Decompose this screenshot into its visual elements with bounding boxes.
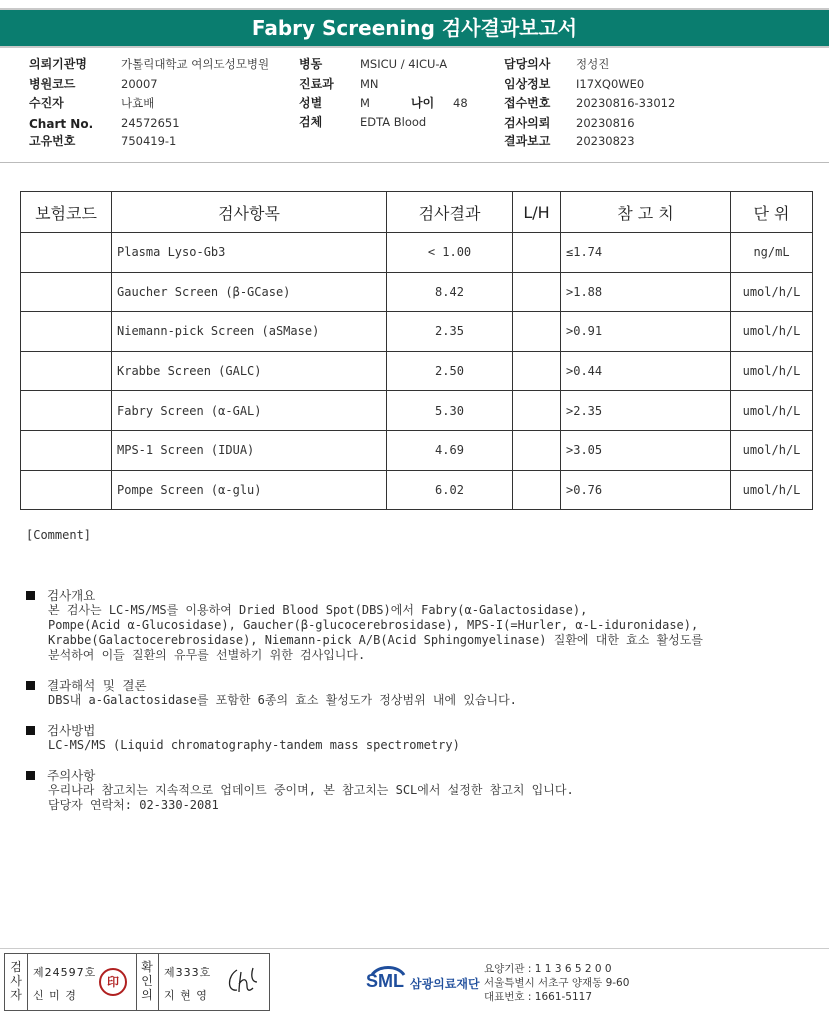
label-receipt-no: 접수번호 <box>504 96 551 110</box>
cell-lh <box>513 233 561 273</box>
value-doctor: 정성진 <box>576 57 610 71</box>
cell-unit: umol/h/L <box>731 272 813 312</box>
cell-code <box>21 312 112 352</box>
section-title: 결과해석 및 결론 <box>47 678 147 693</box>
cell-code <box>21 430 112 470</box>
table-row <box>21 430 813 470</box>
confirmer-name: 지 현 영 <box>164 989 208 1002</box>
footer-divider <box>0 948 829 949</box>
value-patient: 나효배 <box>121 96 155 110</box>
cell-unit: umol/h/L <box>731 430 813 470</box>
cell-item: MPS-1 Screen (IDUA) <box>112 430 387 470</box>
label-age: 나이 <box>411 96 435 110</box>
value-ward: MSICU / 4ICU-A <box>360 57 448 71</box>
label-patient: 수진자 <box>29 96 64 110</box>
cell-result: 8.42 <box>387 272 513 312</box>
cell-lh <box>513 470 561 510</box>
header-result: 검사결과 <box>387 192 513 233</box>
label-institution: 의뢰기관명 <box>29 57 87 71</box>
value-receipt-no: 20230816-33012 <box>576 96 676 110</box>
value-unique-no: 750419-1 <box>121 134 177 148</box>
label-sex: 성별 <box>299 96 323 110</box>
cell-unit: umol/h/L <box>731 391 813 431</box>
corp-info <box>484 962 629 1004</box>
cell-unit: umol/h/L <box>731 470 813 510</box>
cell-reference: >0.76 <box>561 470 731 510</box>
value-hospital-code: 20007 <box>121 77 158 91</box>
cell-code <box>21 272 112 312</box>
label-clinical-info: 임상정보 <box>504 77 551 91</box>
cell-result: 4.69 <box>387 430 513 470</box>
table-row <box>21 272 813 312</box>
cell-code <box>21 233 112 273</box>
signature-box <box>4 953 270 1011</box>
header-info <box>0 0 829 160</box>
header-reference: 참 고 치 <box>561 192 731 233</box>
bullet-square-icon <box>26 591 35 600</box>
value-institution: 가톨릭대학교 여의도성모병원 <box>121 57 270 71</box>
bullet-square-icon <box>26 726 35 735</box>
results-table <box>20 191 813 510</box>
table-row <box>21 351 813 391</box>
corp-line: 대표번호 : 1661-5117 <box>484 991 593 1003</box>
org-name: 삼광의료재단 <box>410 977 480 991</box>
cell-lh <box>513 312 561 352</box>
cell-code <box>21 470 112 510</box>
header-unit: 단 위 <box>731 192 813 233</box>
cell-reference: ≤1.74 <box>561 233 731 273</box>
examiner-label: 검사자 <box>10 960 22 1002</box>
header-lh: L/H <box>513 192 561 233</box>
cell-result: 2.35 <box>387 312 513 352</box>
cell-item: Krabbe Screen (GALC) <box>112 351 387 391</box>
cell-unit: ng/mL <box>731 233 813 273</box>
cell-code <box>21 391 112 431</box>
cell-unit: umol/h/L <box>731 351 813 391</box>
cell-item: Niemann-pick Screen (aSMase) <box>112 312 387 352</box>
cell-unit: umol/h/L <box>731 312 813 352</box>
cell-code <box>21 351 112 391</box>
examiner-license-no: 제24597호 <box>33 966 97 979</box>
cell-lh <box>513 351 561 391</box>
section-overview <box>26 588 703 663</box>
cell-lh <box>513 391 561 431</box>
confirmer-license-no: 제333호 <box>164 966 212 979</box>
section-title: 주의사항 <box>47 768 96 783</box>
section-body: LC-MS/MS (Liquid chromatography-tandem mass spectrometry) <box>48 738 460 752</box>
cell-reference: >2.35 <box>561 391 731 431</box>
cell-reference: >1.88 <box>561 272 731 312</box>
cell-reference: >3.05 <box>561 430 731 470</box>
comment-label: [Comment] <box>26 528 92 542</box>
cell-result: 5.30 <box>387 391 513 431</box>
section-precautions <box>26 768 574 813</box>
corp-line: 서울특별시 서초구 양재동 9-60 <box>484 977 630 989</box>
signature-icon <box>223 962 265 998</box>
value-report-date: 20230823 <box>576 134 635 148</box>
section-body: 본 검사는 LC-MS/MS를 이용하여 Dried Blood Spot(DBS)에서 Fabry(α-Galactosidase), Pompe(Acid α-Glucosidase), Gaucher(β-glucocerebrosidase), MPS-I(=Hurler, α-L-iduronidase), Krabbe(Galactocerebrosidase), Niemann-pick A/B(Acid Sphingomyelinase) 질환에 대한 효소 활성도를 분석하여 이들 질환의 유무를 선별하기 위한 검사입니다. <box>48 603 703 662</box>
value-specimen: EDTA Blood <box>360 115 427 129</box>
cell-result: 2.50 <box>387 351 513 391</box>
label-ward: 병동 <box>299 57 323 71</box>
value-age: 48 <box>453 96 468 110</box>
corp-line: 요양기관 : 1 1 3 6 5 2 0 0 <box>484 963 612 975</box>
section-title: 검사방법 <box>47 723 96 738</box>
table-row <box>21 391 813 431</box>
examiner-seal-icon: 印 <box>99 968 127 996</box>
header-test-item: 검사항목 <box>112 192 387 233</box>
value-department: MN <box>360 77 379 91</box>
cell-result: 6.02 <box>387 470 513 510</box>
cell-item: Pompe Screen (α-glu) <box>112 470 387 510</box>
label-department: 진료과 <box>299 77 334 91</box>
section-body: DBS내 a-Galactosidase를 포함한 6종의 효소 활성도가 정상범위 내에 있습니다. <box>48 693 517 707</box>
cell-item: Gaucher Screen (β-GCase) <box>112 272 387 312</box>
label-chart-no: Chart No. <box>29 117 94 131</box>
cell-item: Fabry Screen (α-GAL) <box>112 391 387 431</box>
header-insurance-code: 보험코드 <box>21 192 112 233</box>
logo-text: SML <box>366 971 404 991</box>
confirmer-label-cell <box>136 954 159 1010</box>
examiner-name: 신 미 경 <box>33 989 77 1002</box>
label-request-date: 검사의뢰 <box>504 116 551 130</box>
divider <box>0 162 829 163</box>
section-interpretation <box>26 678 517 708</box>
cell-lh <box>513 272 561 312</box>
confirmer-label: 확인의 <box>141 960 153 1002</box>
label-report-date: 결과보고 <box>504 134 551 148</box>
table-row <box>21 470 813 510</box>
bullet-square-icon <box>26 771 35 780</box>
label-specimen: 검체 <box>299 115 323 129</box>
bullet-square-icon <box>26 681 35 690</box>
value-sex: M <box>360 96 370 110</box>
report-title: Fabry Screening 검사결과보고서 <box>0 8 829 48</box>
table-row <box>21 233 813 273</box>
section-title: 검사개요 <box>47 588 96 603</box>
label-hospital-code: 병원코드 <box>29 77 76 91</box>
cell-result: < 1.00 <box>387 233 513 273</box>
cell-reference: >0.44 <box>561 351 731 391</box>
section-method <box>26 723 460 753</box>
label-doctor: 담당의사 <box>504 57 551 71</box>
cell-lh <box>513 430 561 470</box>
table-header-row <box>21 192 813 233</box>
cell-item: Plasma Lyso-Gb3 <box>112 233 387 273</box>
value-clinical-info: I17XQ0WE0 <box>576 77 645 91</box>
table-row <box>21 312 813 352</box>
value-request-date: 20230816 <box>576 116 635 130</box>
cell-reference: >0.91 <box>561 312 731 352</box>
examiner-label-cell <box>5 954 28 1010</box>
section-body: 우리나라 참고치는 지속적으로 업데이트 중이며, 본 참고치는 SCL에서 설정한 참고치 입니다. 담당자 연락처: 02-330-2081 <box>48 783 574 812</box>
value-chart-no: 24572651 <box>121 116 180 130</box>
label-unique-no: 고유번호 <box>29 134 76 148</box>
